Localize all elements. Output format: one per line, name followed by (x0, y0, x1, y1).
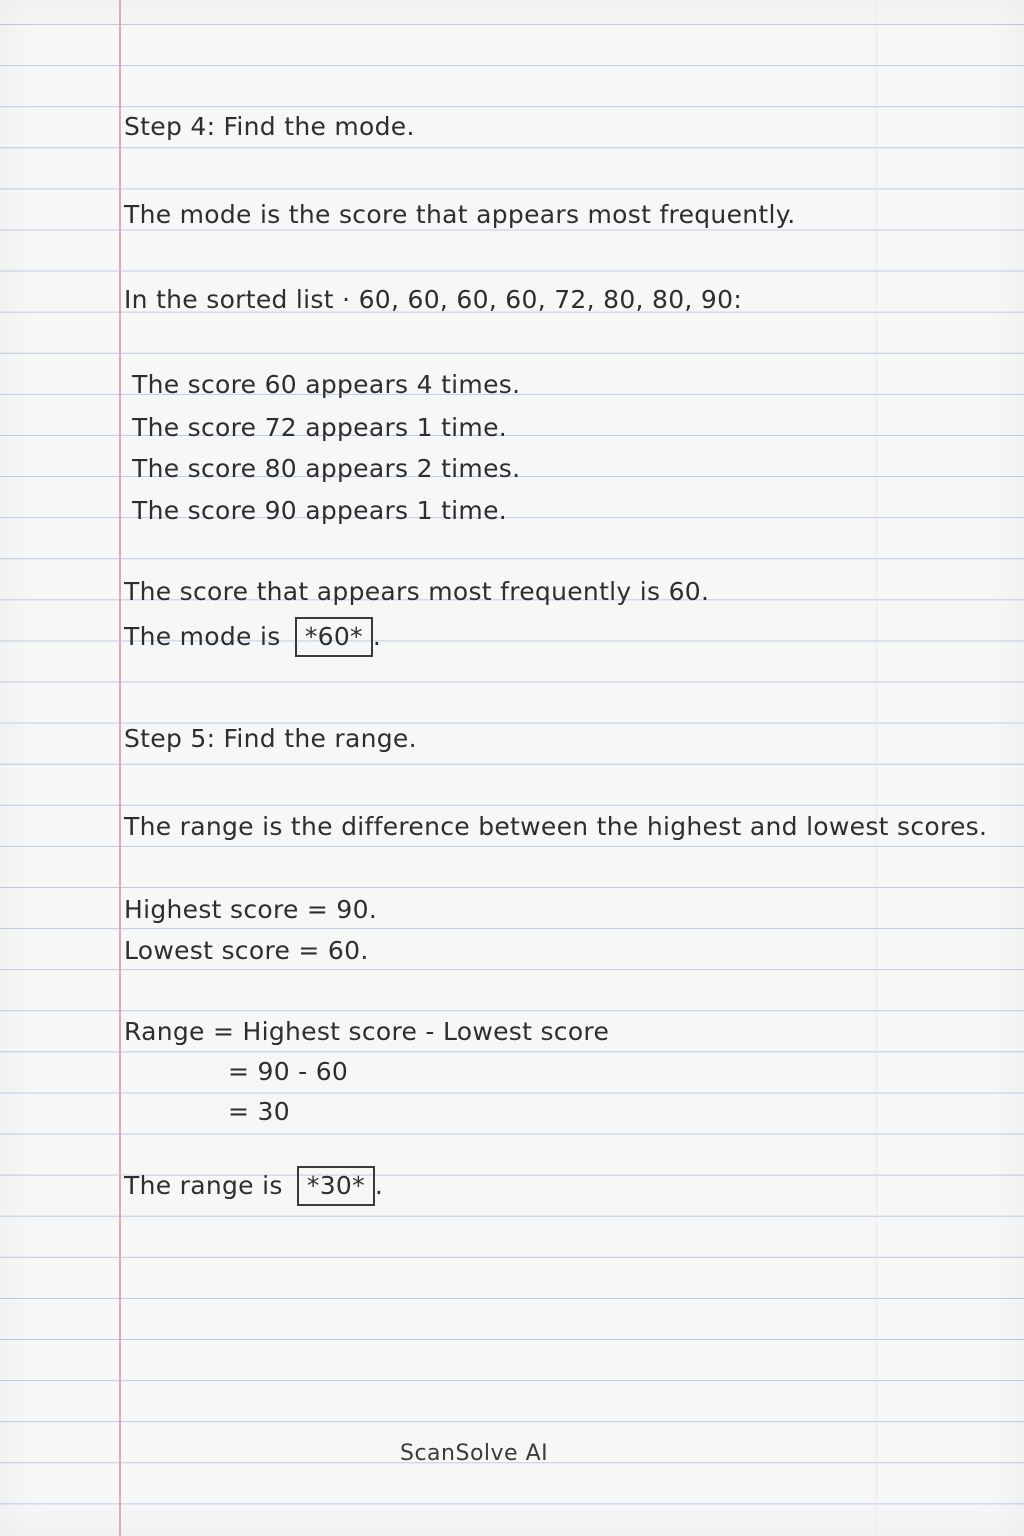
margin-line (119, 0, 121, 1536)
range-formula: Range = Highest score - Lowest score (124, 1017, 610, 1046)
count-line: The score 60 appears 4 times. (132, 370, 521, 399)
mode-conclusion: The score that appears most frequently is 60. (124, 577, 710, 606)
count-line: The score 72 appears 1 time. (132, 413, 508, 442)
mode-answer-prefix: The mode is (124, 622, 281, 651)
step4-heading: Step 4: Find the mode. (124, 112, 415, 141)
brand-footer: ScanSolve AI (400, 1441, 549, 1466)
range-answer-suffix: . (374, 1171, 384, 1200)
mode-answer-suffix: . (372, 622, 382, 651)
lowest-score: Lowest score = 60. (124, 936, 369, 965)
highest-score: Highest score = 90. (124, 895, 378, 924)
range-result: = 30 (228, 1097, 290, 1126)
step5-heading: Step 5: Find the range. (124, 724, 417, 753)
mode-answer-box: *60* (295, 617, 373, 657)
range-definition: The range is the difference between the highest and lowest scores. (124, 812, 988, 841)
right-guide-line (876, 0, 877, 1536)
mode-answer-line (124, 617, 381, 657)
range-answer-prefix: The range is (124, 1171, 283, 1200)
count-line: The score 80 appears 2 times. (132, 454, 521, 483)
count-line: The score 90 appears 1 time. (132, 496, 508, 525)
range-answer-line (124, 1166, 383, 1206)
sorted-list: In the sorted list · 60, 60, 60, 60, 72, 80, 80, 90: (124, 285, 743, 314)
mode-definition: The mode is the score that appears most frequently. (124, 200, 796, 229)
range-answer-box: *30* (297, 1166, 375, 1206)
range-substitution: = 90 - 60 (228, 1057, 349, 1086)
